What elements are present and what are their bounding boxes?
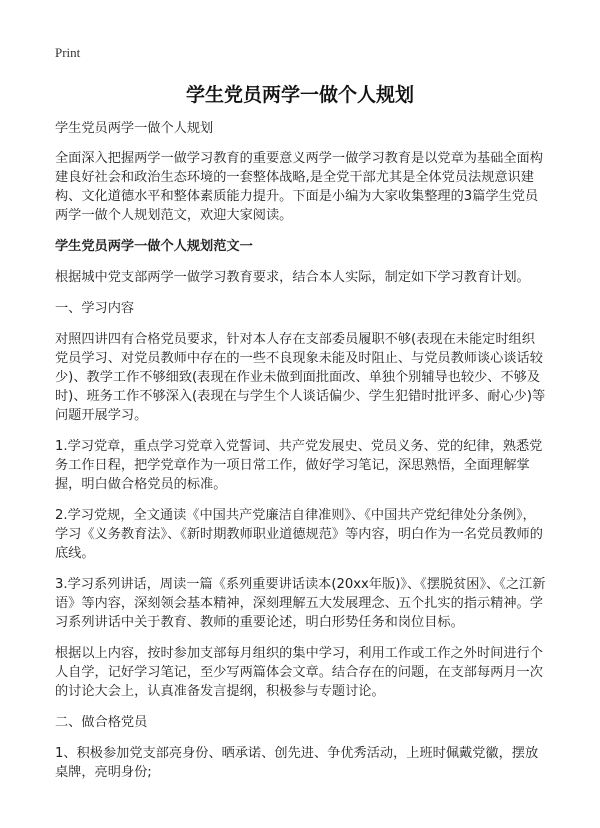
intro-paragraph: 全面深入把握两学一做学习教育的重要意义两学一做学习教育是以党章为基础全面构建良好社会和政治生态环境的一套整体战略,是全党干部尤其是全体党员法规意识建构、文化道德水平和整体素质能力提升。下面是小编为大家收集整理的3篇学生党员两学一做个人规划范文，欢迎大家阅读。	[55, 151, 543, 223]
paragraph-plan-intro: 根据城中党支部两学一做学习教育要求，结合本人实际，制定如下学习教育计划。	[55, 270, 530, 285]
paragraph-study-regulations: 2.学习党规，全文通读《中国共产党廉洁自律准则》、《中国共产党纪律处分条例》，学习《义务教育法》、《新时期教师职业道德规范》等内容，明白作为一名党员教师的底线。	[55, 508, 543, 561]
section-heading: 学生党员两学一做个人规划范文一	[55, 239, 253, 254]
article-subtitle: 学生党员两学一做个人规划	[55, 121, 214, 136]
heading-qualified-member: 二、做合格党员	[55, 715, 148, 730]
paragraph-study-speeches: 3.学习系列讲话，周读一篇《系列重要讲话读本(20xx年版)》、《摆脱贫困》、《之江新语》等内容，深刻领会基本精神，深刻理解五大发展理念、五个扎实的指示精神。学习系列讲话中关于教育、教师的重要论述，明白形势任务和岗位目标。	[55, 577, 546, 630]
print-link[interactable]: Print	[55, 45, 81, 60]
paragraph-study-schedule: 根据以上内容，按时参加支部每月组织的集中学习，利用工作或工作之外时间进行个人自学，记好学习笔记，至少写两篇体会文章。结合存在的问题，在支部每两月一次的讨论大会上，认真准备发言提纲，积极参与专题讨论。	[55, 646, 543, 699]
page-title: 学生党员两学一做个人规划	[185, 84, 414, 106]
paragraph-activities: 1、积极参加党支部亮身份、晒承诺、创先进、争优秀活动，上班时佩戴党徽，摆放桌牌，亮明身份;	[55, 746, 539, 780]
heading-study-content: 一、学习内容	[55, 301, 135, 316]
article-body	[55, 119, 547, 794]
paragraph-study-constitution: 1.学习党章，重点学习党章入党誓词、共产党发展史、党员义务、党的纪律，熟悉党务工作日程，把学党章作为一项日常工作，做好学习笔记，深思熟悟，全面理解掌握，明白做合格党员的标准。	[55, 439, 543, 492]
paragraph-problems: 对照四讲四有合格党员要求，针对本人存在支部委员履职不够(表现在未能定时组织党员学习、对党员教师中存在的一些不良现象未能及时阻止、与党员教师谈心谈话较少)、教学工作不够细致(表现在作业未做到面批面改、单独个别辅导也较少、不够及时)、班务工作不够深入(表现在与学生个人谈话偏少、学生犯错时批评多、耐心少)等问题开展学习。	[55, 332, 546, 423]
